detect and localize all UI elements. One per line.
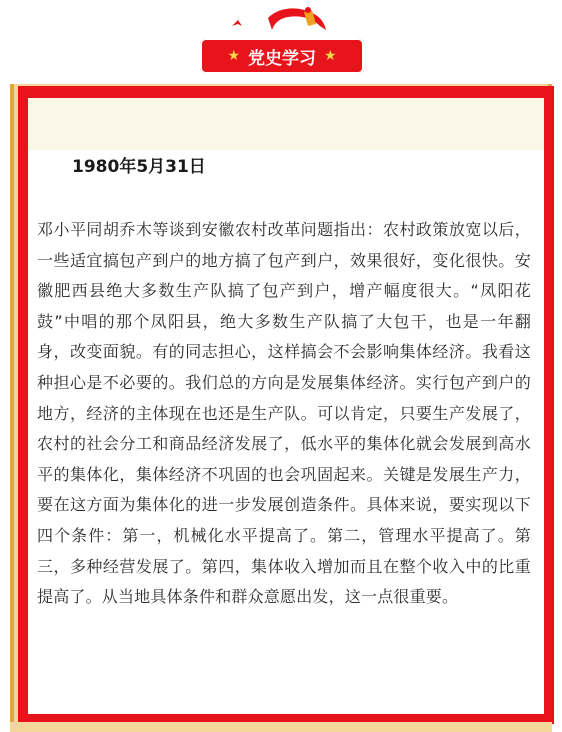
star-left-icon: ★ [227, 48, 240, 64]
section-title: 党史学习 [248, 48, 316, 69]
bottom-border [10, 722, 552, 732]
article-body: 邓小平同胡乔木等谈到安徽农村改革问题指出：农村政策放宽以后，一些适宜搞包产到户的地方搞了包产到户，效果很好，变化很快。安徽肥西县绝大多数生产队搞了包产到户，增产幅度很大。“凤阳花鼓”中唱的那个凤阳县，绝大多数生产队搞了大包干，也是一年翻身，改变面貌。有的同志担心，这样搞会不会影响集体经济。我看这种担心是不必要的。我们总的方向是发展集体经济。实行包产到户的地方，经济的主体现在也还是生产队。可以肯定，只要生产发展了，农村的社会分工和商品经济发展了，低水平的集体化就会发展到高水平的集体化，集体经济不巩固的也会巩固起来。关键是发展生产力，要在这方面为集体化的进一步发展创造条件。具体来说，要实现以下四个条件：第一，机械化水平提高了。第二，管理水平提高了。第三，多种经营发展了。第四，集体收入增加而且在整个收入中的比重提高了。从当地具体条件和群众意愿出发，这一点很重要。 [37, 220, 531, 607]
star-right-icon: ★ [324, 48, 337, 64]
article-date: 1980年5月31日 [72, 157, 206, 177]
section-title-badge [200, 38, 364, 74]
party-emblem-icon [228, 4, 338, 40]
header-band [28, 98, 544, 150]
